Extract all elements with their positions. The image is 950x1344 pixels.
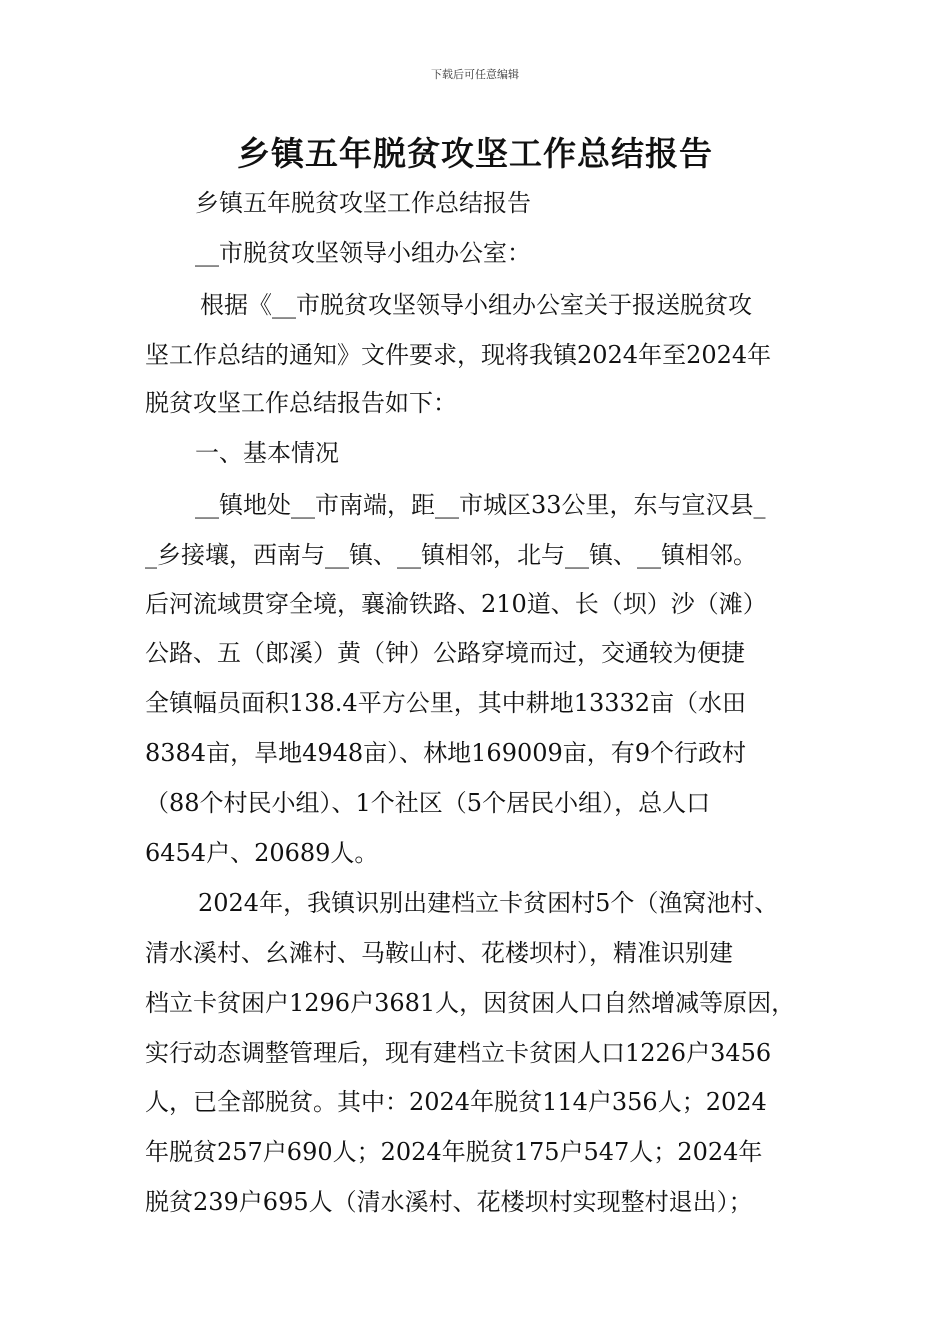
paragraph-line: 根据《__市脱贫攻坚领导小组办公室关于报送脱贫攻 xyxy=(200,291,752,319)
paragraph-line: 脱贫239户695人（清水溪村、花楼坝村实现整村退出）； xyxy=(145,1188,753,1216)
subtitle-line: 乡镇五年脱贫攻坚工作总结报告 xyxy=(195,189,531,217)
paragraph-line: _乡接壤，西南与__镇、__镇相邻，北与__镇、__镇相邻。 xyxy=(145,541,757,569)
paragraph-line: 清水溪村、幺滩村、马鞍山村、花楼坝村），精准识别建 xyxy=(145,939,733,967)
paragraph-line: 6454户、20689人。 xyxy=(145,839,379,867)
paragraph-line: 脱贫攻坚工作总结报告如下： xyxy=(145,389,457,417)
paragraph-line: 坚工作总结的通知》文件要求，现将我镇2024年至2024年 xyxy=(145,341,772,369)
paragraph-line: 2024年，我镇识别出建档立卡贫困村5个（渔窝池村、 xyxy=(198,889,779,917)
paragraph-line: 后河流域贯穿全境，襄渝铁路、210道、长（坝）沙（滩） xyxy=(145,590,767,618)
paragraph-line: 年脱贫257户690人；2024年脱贫175户547人；2024年 xyxy=(145,1138,763,1166)
paragraph-line: __镇地处__市南端，距__市城区33公里，东与宣汉县_ xyxy=(195,491,766,519)
paragraph-line: 全镇幅员面积138.4平方公里，其中耕地13332亩（水田 xyxy=(145,689,747,717)
paragraph-line: 8384亩，旱地4948亩）、林地169009亩，有9个行政村 xyxy=(145,739,747,767)
paragraph-line: 实行动态调整管理后，现有建档立卡贫困人口1226户3456 xyxy=(145,1039,772,1067)
paragraph-line: 档立卡贫困户1296户3681人，因贫困人口自然增减等原因， xyxy=(145,989,796,1017)
paragraph-line: （88个村民小组）、1个社区（5个居民小组），总人口 xyxy=(145,789,711,817)
paragraph-line: 人，已全部脱贫。其中：2024年脱贫114户356人；2024 xyxy=(145,1088,767,1116)
addressee-line: __市脱贫攻坚领导小组办公室： xyxy=(195,239,531,267)
document-title: 乡镇五年脱贫攻坚工作总结报告 xyxy=(237,134,713,173)
page-header-note: 下载后可任意编辑 xyxy=(431,68,519,81)
paragraph-line: 公路、五（郎溪）黄（钟）公路穿境而过，交通较为便捷 xyxy=(145,639,745,667)
section-heading: 一、基本情况 xyxy=(195,439,339,467)
